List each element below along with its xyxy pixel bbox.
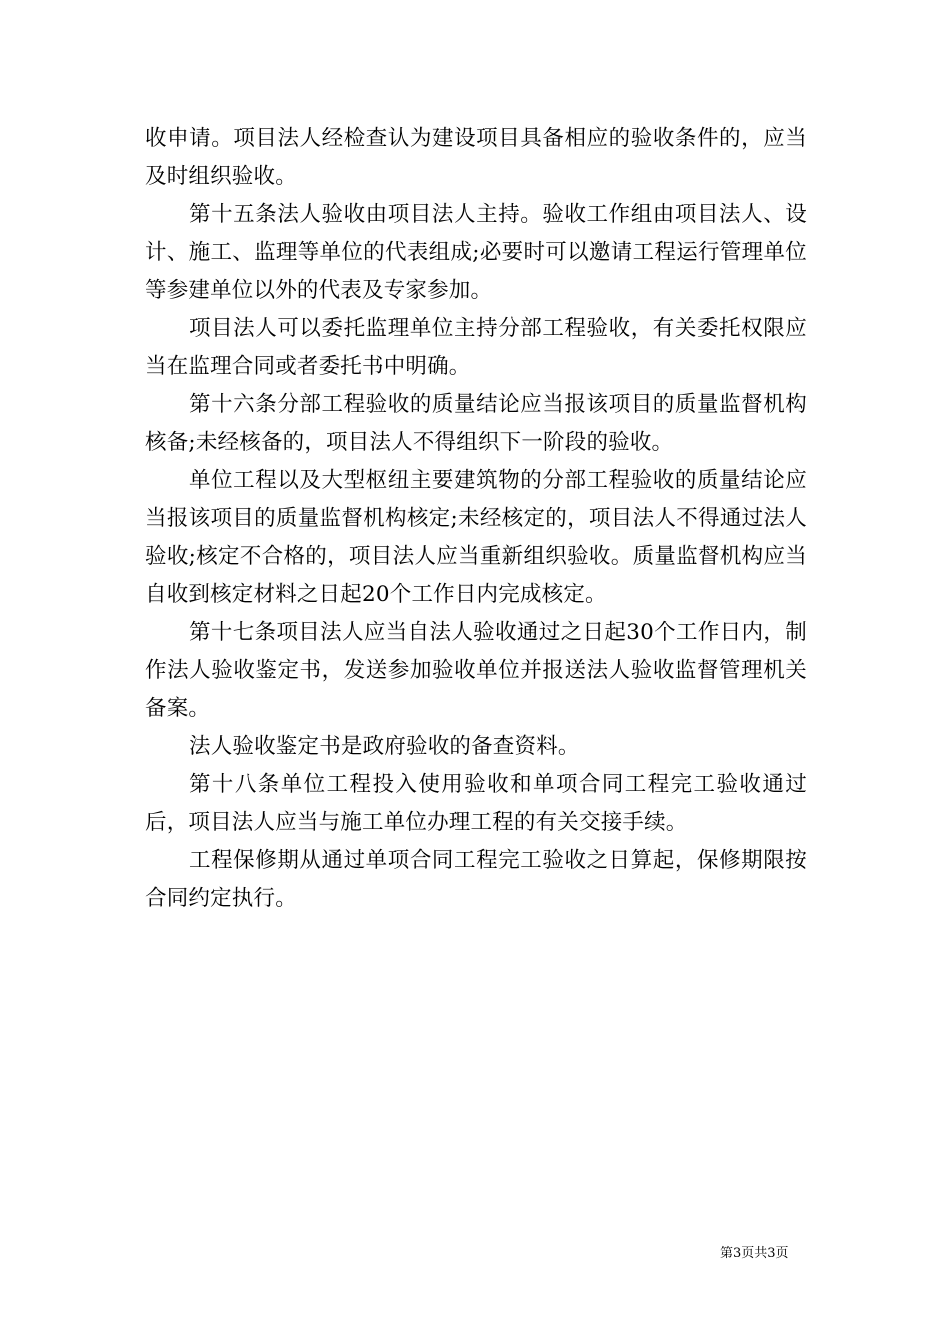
paragraph-1: 收申请。项目法人经检查认为建设项目具备相应的验收条件的，应当及时组织验收。 [145, 126, 807, 189]
paragraph-9: 工程保修期从通过单项合同工程完工验收之日算起，保修期限按合同约定执行。 [145, 848, 807, 911]
paragraph-article-16: 第十六条分部工程验收的质量结论应当报该项目的质量监督机构核备;未经核备的，项目法人不得组织下一阶段的验收。 [145, 392, 807, 455]
page-number-footer: 第3页共3页 [720, 1246, 789, 1261]
paragraph-article-18: 第十八条单位工程投入使用验收和单项合同工程完工验收通过后，项目法人应当与施工单位办理工程的有关交接手续。 [145, 772, 807, 835]
paragraph-article-17: 第十七条项目法人应当自法人验收通过之日起30个工作日内，制作法人验收鉴定书，发送参加验收单位并报送法人验收监督管理机关备案。 [145, 620, 807, 721]
paragraph-article-15: 第十五条法人验收由项目法人主持。验收工作组由项目法人、设计、施工、监理等单位的代表组成;必要时可以邀请工程运行管理单位等参建单位以外的代表及专家参加。 [145, 202, 807, 303]
paragraph-3: 项目法人可以委托监理单位主持分部工程验收，有关委托权限应当在监理合同或者委托书中明确。 [145, 316, 807, 379]
paragraph-5: 单位工程以及大型枢纽主要建筑物的分部工程验收的质量结论应当报该项目的质量监督机构核定;未经核定的，项目法人不得通过法人验收;核定不合格的，项目法人应当重新组织验收。质量监督机构应当自收到核定材料之日起20个工作日内完成核定。 [145, 468, 807, 607]
paragraph-7: 法人验收鉴定书是政府验收的备查资料。 [189, 734, 580, 759]
document-body [145, 120, 807, 918]
